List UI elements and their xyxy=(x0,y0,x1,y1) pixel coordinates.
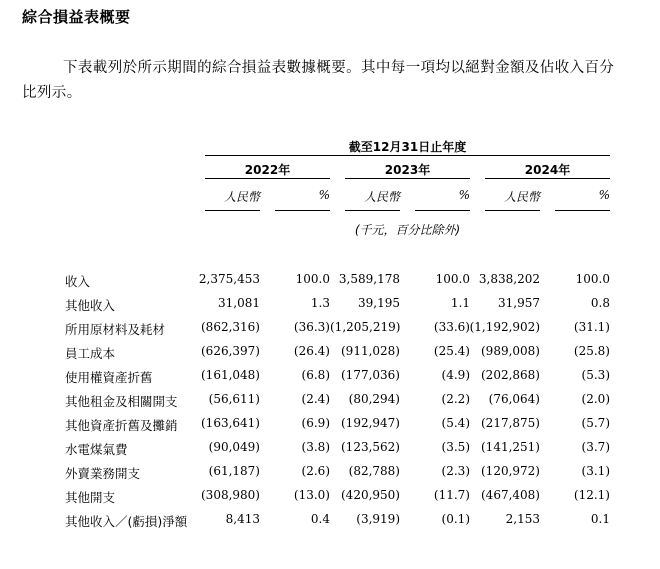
cell-2023-pct: (3.5) xyxy=(441,440,470,454)
cell-2022-pct: 0.4 xyxy=(310,512,330,526)
cell-2024-pct: (5.7) xyxy=(581,416,610,430)
cell-2022-amount: (90,049) xyxy=(208,440,260,454)
cell-2022-pct: (6.8) xyxy=(301,368,330,382)
header-rule-top xyxy=(205,155,610,156)
cell-2023-pct: (11.7) xyxy=(433,488,470,502)
cell-2024-amount: (467,408) xyxy=(481,488,540,502)
year-2023: 2023年 xyxy=(384,163,431,177)
cell-2022-amount: (61,187) xyxy=(208,464,260,478)
cell-2022-amount: (626,397) xyxy=(201,344,260,358)
cell-2022-pct: 100.0 xyxy=(295,272,330,286)
cell-2022-amount: 31,081 xyxy=(218,296,260,310)
sub-rule-5 xyxy=(485,210,540,211)
cell-2023-pct: 100.0 xyxy=(435,272,470,286)
cell-2022-pct: (6.9) xyxy=(301,416,330,430)
percent-label-2022: % xyxy=(318,188,330,202)
cell-2023-amount: 3,589,178 xyxy=(338,272,400,286)
cell-2023-pct: (33.6) xyxy=(433,320,470,334)
cell-2024-pct: (12.1) xyxy=(573,488,610,502)
row-label: 其他租金及相關開支 xyxy=(65,394,178,409)
row-label: 外賣業務開支 xyxy=(65,466,141,481)
cell-2023-pct: (4.9) xyxy=(441,368,470,382)
cell-2024-pct: (3.1) xyxy=(581,464,610,478)
cell-2024-pct: 0.8 xyxy=(590,296,610,310)
row-label: 所用原材料及耗材 xyxy=(65,322,166,337)
row-label: 其他資產折舊及攤銷 xyxy=(65,418,178,433)
cell-2024-pct: (2.0) xyxy=(581,392,610,406)
cell-2022-amount: 2,375,453 xyxy=(198,272,260,286)
cell-2023-amount: (123,562) xyxy=(341,440,400,454)
sub-rule-2 xyxy=(275,210,330,211)
cell-2023-pct: (25.4) xyxy=(433,344,470,358)
cell-2022-pct: (36.3) xyxy=(293,320,330,334)
cell-2023-pct: (5.4) xyxy=(441,416,470,430)
row-label: 收入 xyxy=(65,274,91,289)
cell-2024-pct: 0.1 xyxy=(590,512,610,526)
section-heading: 綜合損益表概要 xyxy=(22,8,131,26)
cell-2024-amount: (141,251) xyxy=(481,440,540,454)
cell-2022-amount: (308,980) xyxy=(201,488,260,502)
unit-note: (千元，百分比除外) xyxy=(354,223,461,237)
cell-2022-amount: (163,641) xyxy=(201,416,260,430)
cell-2023-amount: 39,195 xyxy=(358,296,400,310)
cell-2024-pct: 100.0 xyxy=(575,272,610,286)
row-label: 其他收入 xyxy=(65,298,116,313)
sub-rule-3 xyxy=(345,210,400,211)
cell-2022-pct: 1.3 xyxy=(310,296,330,310)
cell-2022-amount: (161,048) xyxy=(201,368,260,382)
currency-label-2023: 人民幣 xyxy=(363,190,400,204)
sub-rule-1 xyxy=(205,210,260,211)
percent-label-2024: % xyxy=(598,188,610,202)
cell-2023-amount: (177,036) xyxy=(341,368,400,382)
cell-2024-amount: 31,957 xyxy=(498,296,540,310)
cell-2022-pct: (13.0) xyxy=(293,488,330,502)
cell-2024-amount: 3,838,202 xyxy=(478,272,540,286)
cell-2024-pct: (25.8) xyxy=(573,344,610,358)
cell-2022-pct: (26.4) xyxy=(293,344,330,358)
cell-2022-amount: (56,611) xyxy=(208,392,260,406)
year-2024: 2024年 xyxy=(524,163,571,177)
cell-2023-amount: (1,205,219) xyxy=(330,320,401,334)
cell-2022-pct: (2.6) xyxy=(301,464,330,478)
cell-2023-pct: (0.1) xyxy=(441,512,470,526)
currency-label-2024: 人民幣 xyxy=(503,190,540,204)
cell-2023-amount: (80,294) xyxy=(348,392,400,406)
cell-2024-pct: (31.1) xyxy=(573,320,610,334)
cell-2024-amount: 2,153 xyxy=(505,512,540,526)
cell-2022-pct: (3.8) xyxy=(301,440,330,454)
cell-2024-amount: (120,972) xyxy=(481,464,540,478)
cell-2024-amount: (76,064) xyxy=(488,392,540,406)
cell-2023-amount: (911,028) xyxy=(341,344,400,358)
cell-2022-amount: (862,316) xyxy=(201,320,260,334)
cell-2023-pct: (2.3) xyxy=(441,464,470,478)
row-label: 使用權資產折舊 xyxy=(65,370,153,385)
cell-2024-amount: (202,868) xyxy=(481,368,540,382)
cell-2024-amount: (1,192,902) xyxy=(469,320,540,334)
row-label: 其他收入／(虧損)淨額 xyxy=(65,514,188,529)
percent-label-2023: % xyxy=(458,188,470,202)
row-label: 水電煤氣費 xyxy=(65,442,128,457)
cell-2023-amount: (192,947) xyxy=(341,416,400,430)
sub-rule-6 xyxy=(555,210,610,211)
row-label: 員工成本 xyxy=(65,346,116,361)
cell-2022-amount: 8,413 xyxy=(225,512,260,526)
cell-2023-pct: 1.1 xyxy=(450,296,470,310)
year-rule-2024 xyxy=(485,178,610,179)
sub-rule-4 xyxy=(415,210,470,211)
year-rule-2022 xyxy=(205,178,330,179)
period-header: 截至12月31日止年度 xyxy=(348,140,467,154)
cell-2023-amount: (3,919) xyxy=(356,512,400,526)
cell-2024-pct: (5.3) xyxy=(581,368,610,382)
cell-2022-pct: (2.4) xyxy=(301,392,330,406)
cell-2023-amount: (420,950) xyxy=(341,488,400,502)
cell-2024-amount: (989,008) xyxy=(481,344,540,358)
cell-2023-amount: (82,788) xyxy=(348,464,400,478)
cell-2024-pct: (3.7) xyxy=(581,440,610,454)
year-2022: 2022年 xyxy=(244,163,291,177)
year-rule-2023 xyxy=(345,178,470,179)
currency-label-2022: 人民幣 xyxy=(223,190,260,204)
cell-2023-pct: (2.2) xyxy=(441,392,470,406)
intro-paragraph: 下表載列於所示期間的綜合損益表數據概要。其中每一項均以絕對金額及佔收入百分比列示。 xyxy=(22,60,615,101)
cell-2024-amount: (217,875) xyxy=(481,416,540,430)
row-label: 其他開支 xyxy=(65,490,116,505)
